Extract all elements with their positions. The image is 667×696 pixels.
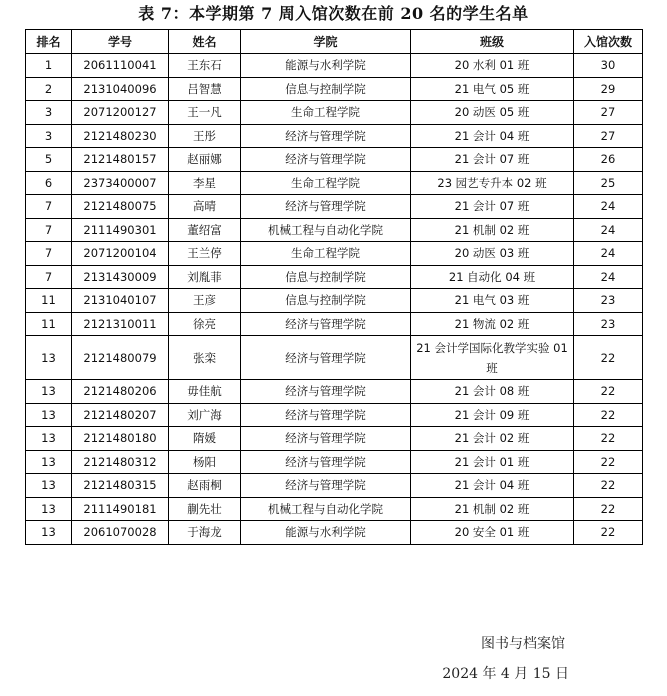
cell-student-id: 2121480079	[72, 336, 169, 380]
table-row	[26, 124, 643, 148]
cell-student-id: 2121480157	[72, 148, 169, 172]
cell-class: 21 会计 04 班	[411, 474, 574, 498]
cell-student-id: 2121480230	[72, 124, 169, 148]
table-row	[26, 336, 643, 380]
cell-class: 20 安全 01 班	[411, 521, 574, 545]
cell-college: 机械工程与自动化学院	[241, 218, 411, 242]
cell-name: 杨阳	[169, 450, 241, 474]
cell-rank: 13	[26, 380, 72, 404]
cell-rank: 1	[26, 54, 72, 78]
cell-name: 吕智慧	[169, 77, 241, 101]
cell-class: 21 物流 02 班	[411, 312, 574, 336]
cell-college: 经济与管理学院	[241, 124, 411, 148]
cell-class: 21 电气 05 班	[411, 77, 574, 101]
footer-department: 图书与档案馆	[481, 636, 565, 652]
cell-visit-count: 22	[574, 497, 643, 521]
table-row	[26, 195, 643, 219]
cell-college: 信息与控制学院	[241, 265, 411, 289]
cell-visit-count: 24	[574, 195, 643, 219]
cell-college: 生命工程学院	[241, 171, 411, 195]
table-row	[26, 427, 643, 451]
cell-class: 21 会计学国际化教学实验 01 班	[411, 336, 574, 380]
cell-name: 毋佳航	[169, 380, 241, 404]
table-row	[26, 403, 643, 427]
footer-date: 2024 年 4 月 15 日	[442, 666, 569, 682]
table-header-row	[26, 30, 643, 54]
cell-college: 生命工程学院	[241, 242, 411, 266]
table-row	[26, 497, 643, 521]
cell-name: 张栾	[169, 336, 241, 380]
cell-rank: 7	[26, 242, 72, 266]
cell-student-id: 2121480312	[72, 450, 169, 474]
cell-name: 王一凡	[169, 101, 241, 125]
cell-rank: 13	[26, 450, 72, 474]
cell-college: 经济与管理学院	[241, 450, 411, 474]
header-student-id: 学号	[72, 30, 169, 54]
cell-student-id: 2071200127	[72, 101, 169, 125]
cell-name: 王彦	[169, 289, 241, 313]
cell-name: 赵丽娜	[169, 148, 241, 172]
table-row	[26, 380, 643, 404]
cell-rank: 3	[26, 101, 72, 125]
cell-college: 经济与管理学院	[241, 474, 411, 498]
cell-visit-count: 29	[574, 77, 643, 101]
cell-college: 生命工程学院	[241, 101, 411, 125]
cell-student-id: 2121480180	[72, 427, 169, 451]
cell-class: 20 水利 01 班	[411, 54, 574, 78]
cell-college: 经济与管理学院	[241, 427, 411, 451]
cell-class: 23 园艺专升本 02 班	[411, 171, 574, 195]
cell-student-id: 2071200104	[72, 242, 169, 266]
cell-college: 经济与管理学院	[241, 403, 411, 427]
table-row	[26, 242, 643, 266]
cell-rank: 13	[26, 427, 72, 451]
student-ranking-table	[25, 29, 643, 545]
table-row	[26, 148, 643, 172]
cell-visit-count: 22	[574, 521, 643, 545]
cell-student-id: 2061110041	[72, 54, 169, 78]
header-class: 班级	[411, 30, 574, 54]
cell-rank: 13	[26, 474, 72, 498]
cell-visit-count: 22	[574, 403, 643, 427]
cell-student-id: 2121480206	[72, 380, 169, 404]
cell-class: 21 自动化 04 班	[411, 265, 574, 289]
header-visit-count: 入馆次数	[574, 30, 643, 54]
cell-class: 21 会计 04 班	[411, 124, 574, 148]
cell-class: 21 会计 09 班	[411, 403, 574, 427]
cell-class: 20 动医 05 班	[411, 101, 574, 125]
cell-rank: 13	[26, 497, 72, 521]
cell-visit-count: 22	[574, 427, 643, 451]
cell-name: 王彤	[169, 124, 241, 148]
cell-college: 信息与控制学院	[241, 289, 411, 313]
cell-name: 蒯先壮	[169, 497, 241, 521]
cell-visit-count: 24	[574, 242, 643, 266]
table-row	[26, 474, 643, 498]
cell-college: 经济与管理学院	[241, 380, 411, 404]
cell-visit-count: 23	[574, 312, 643, 336]
header-college: 学院	[241, 30, 411, 54]
cell-visit-count: 22	[574, 474, 643, 498]
cell-visit-count: 22	[574, 450, 643, 474]
cell-name: 王兰停	[169, 242, 241, 266]
cell-college: 经济与管理学院	[241, 148, 411, 172]
cell-college: 能源与水利学院	[241, 521, 411, 545]
cell-class: 20 动医 03 班	[411, 242, 574, 266]
cell-class: 21 电气 03 班	[411, 289, 574, 313]
table-row	[26, 450, 643, 474]
cell-student-id: 2061070028	[72, 521, 169, 545]
cell-rank: 13	[26, 336, 72, 380]
cell-student-id: 2131040107	[72, 289, 169, 313]
cell-rank: 3	[26, 124, 72, 148]
cell-visit-count: 22	[574, 336, 643, 380]
cell-visit-count: 23	[574, 289, 643, 313]
cell-name: 徐亮	[169, 312, 241, 336]
cell-student-id: 2373400007	[72, 171, 169, 195]
cell-name: 董绍富	[169, 218, 241, 242]
cell-rank: 6	[26, 171, 72, 195]
cell-rank: 13	[26, 403, 72, 427]
cell-student-id: 2131430009	[72, 265, 169, 289]
table-row	[26, 312, 643, 336]
cell-college: 经济与管理学院	[241, 312, 411, 336]
cell-student-id: 2131040096	[72, 77, 169, 101]
cell-class: 21 机制 02 班	[411, 497, 574, 521]
cell-visit-count: 27	[574, 101, 643, 125]
cell-class: 21 会计 02 班	[411, 427, 574, 451]
cell-name: 王东石	[169, 54, 241, 78]
cell-name: 隋媛	[169, 427, 241, 451]
cell-visit-count: 26	[574, 148, 643, 172]
table-row	[26, 289, 643, 313]
table-body	[26, 54, 643, 545]
cell-name: 李星	[169, 171, 241, 195]
header-rank: 排名	[26, 30, 72, 54]
cell-name: 于海龙	[169, 521, 241, 545]
header-name: 姓名	[169, 30, 241, 54]
table-row	[26, 521, 643, 545]
cell-rank: 11	[26, 312, 72, 336]
table-row	[26, 218, 643, 242]
table-row	[26, 171, 643, 195]
document-title: 表 7：本学期第 7 周入馆次数在前 20 名的学生名单	[138, 4, 529, 23]
cell-rank: 13	[26, 521, 72, 545]
cell-visit-count: 24	[574, 265, 643, 289]
cell-student-id: 2121480075	[72, 195, 169, 219]
cell-rank: 7	[26, 195, 72, 219]
cell-student-id: 2121480315	[72, 474, 169, 498]
cell-college: 经济与管理学院	[241, 336, 411, 380]
cell-student-id: 2121310011	[72, 312, 169, 336]
cell-class: 21 会计 01 班	[411, 450, 574, 474]
cell-class: 21 机制 02 班	[411, 218, 574, 242]
cell-rank: 7	[26, 265, 72, 289]
cell-student-id: 2111490181	[72, 497, 169, 521]
table-row	[26, 101, 643, 125]
cell-name: 刘广海	[169, 403, 241, 427]
cell-student-id: 2121480207	[72, 403, 169, 427]
cell-student-id: 2111490301	[72, 218, 169, 242]
cell-college: 信息与控制学院	[241, 77, 411, 101]
cell-visit-count: 27	[574, 124, 643, 148]
cell-class: 21 会计 08 班	[411, 380, 574, 404]
cell-visit-count: 25	[574, 171, 643, 195]
cell-rank: 5	[26, 148, 72, 172]
cell-visit-count: 22	[574, 380, 643, 404]
table-row	[26, 265, 643, 289]
cell-visit-count: 24	[574, 218, 643, 242]
cell-rank: 7	[26, 218, 72, 242]
cell-name: 刘胤菲	[169, 265, 241, 289]
cell-class: 21 会计 07 班	[411, 195, 574, 219]
cell-visit-count: 30	[574, 54, 643, 78]
cell-name: 赵雨桐	[169, 474, 241, 498]
cell-college: 经济与管理学院	[241, 195, 411, 219]
cell-college: 机械工程与自动化学院	[241, 497, 411, 521]
table-row	[26, 54, 643, 78]
cell-class: 21 会计 07 班	[411, 148, 574, 172]
cell-name: 高晴	[169, 195, 241, 219]
table-row	[26, 77, 643, 101]
cell-rank: 11	[26, 289, 72, 313]
cell-college: 能源与水利学院	[241, 54, 411, 78]
cell-rank: 2	[26, 77, 72, 101]
